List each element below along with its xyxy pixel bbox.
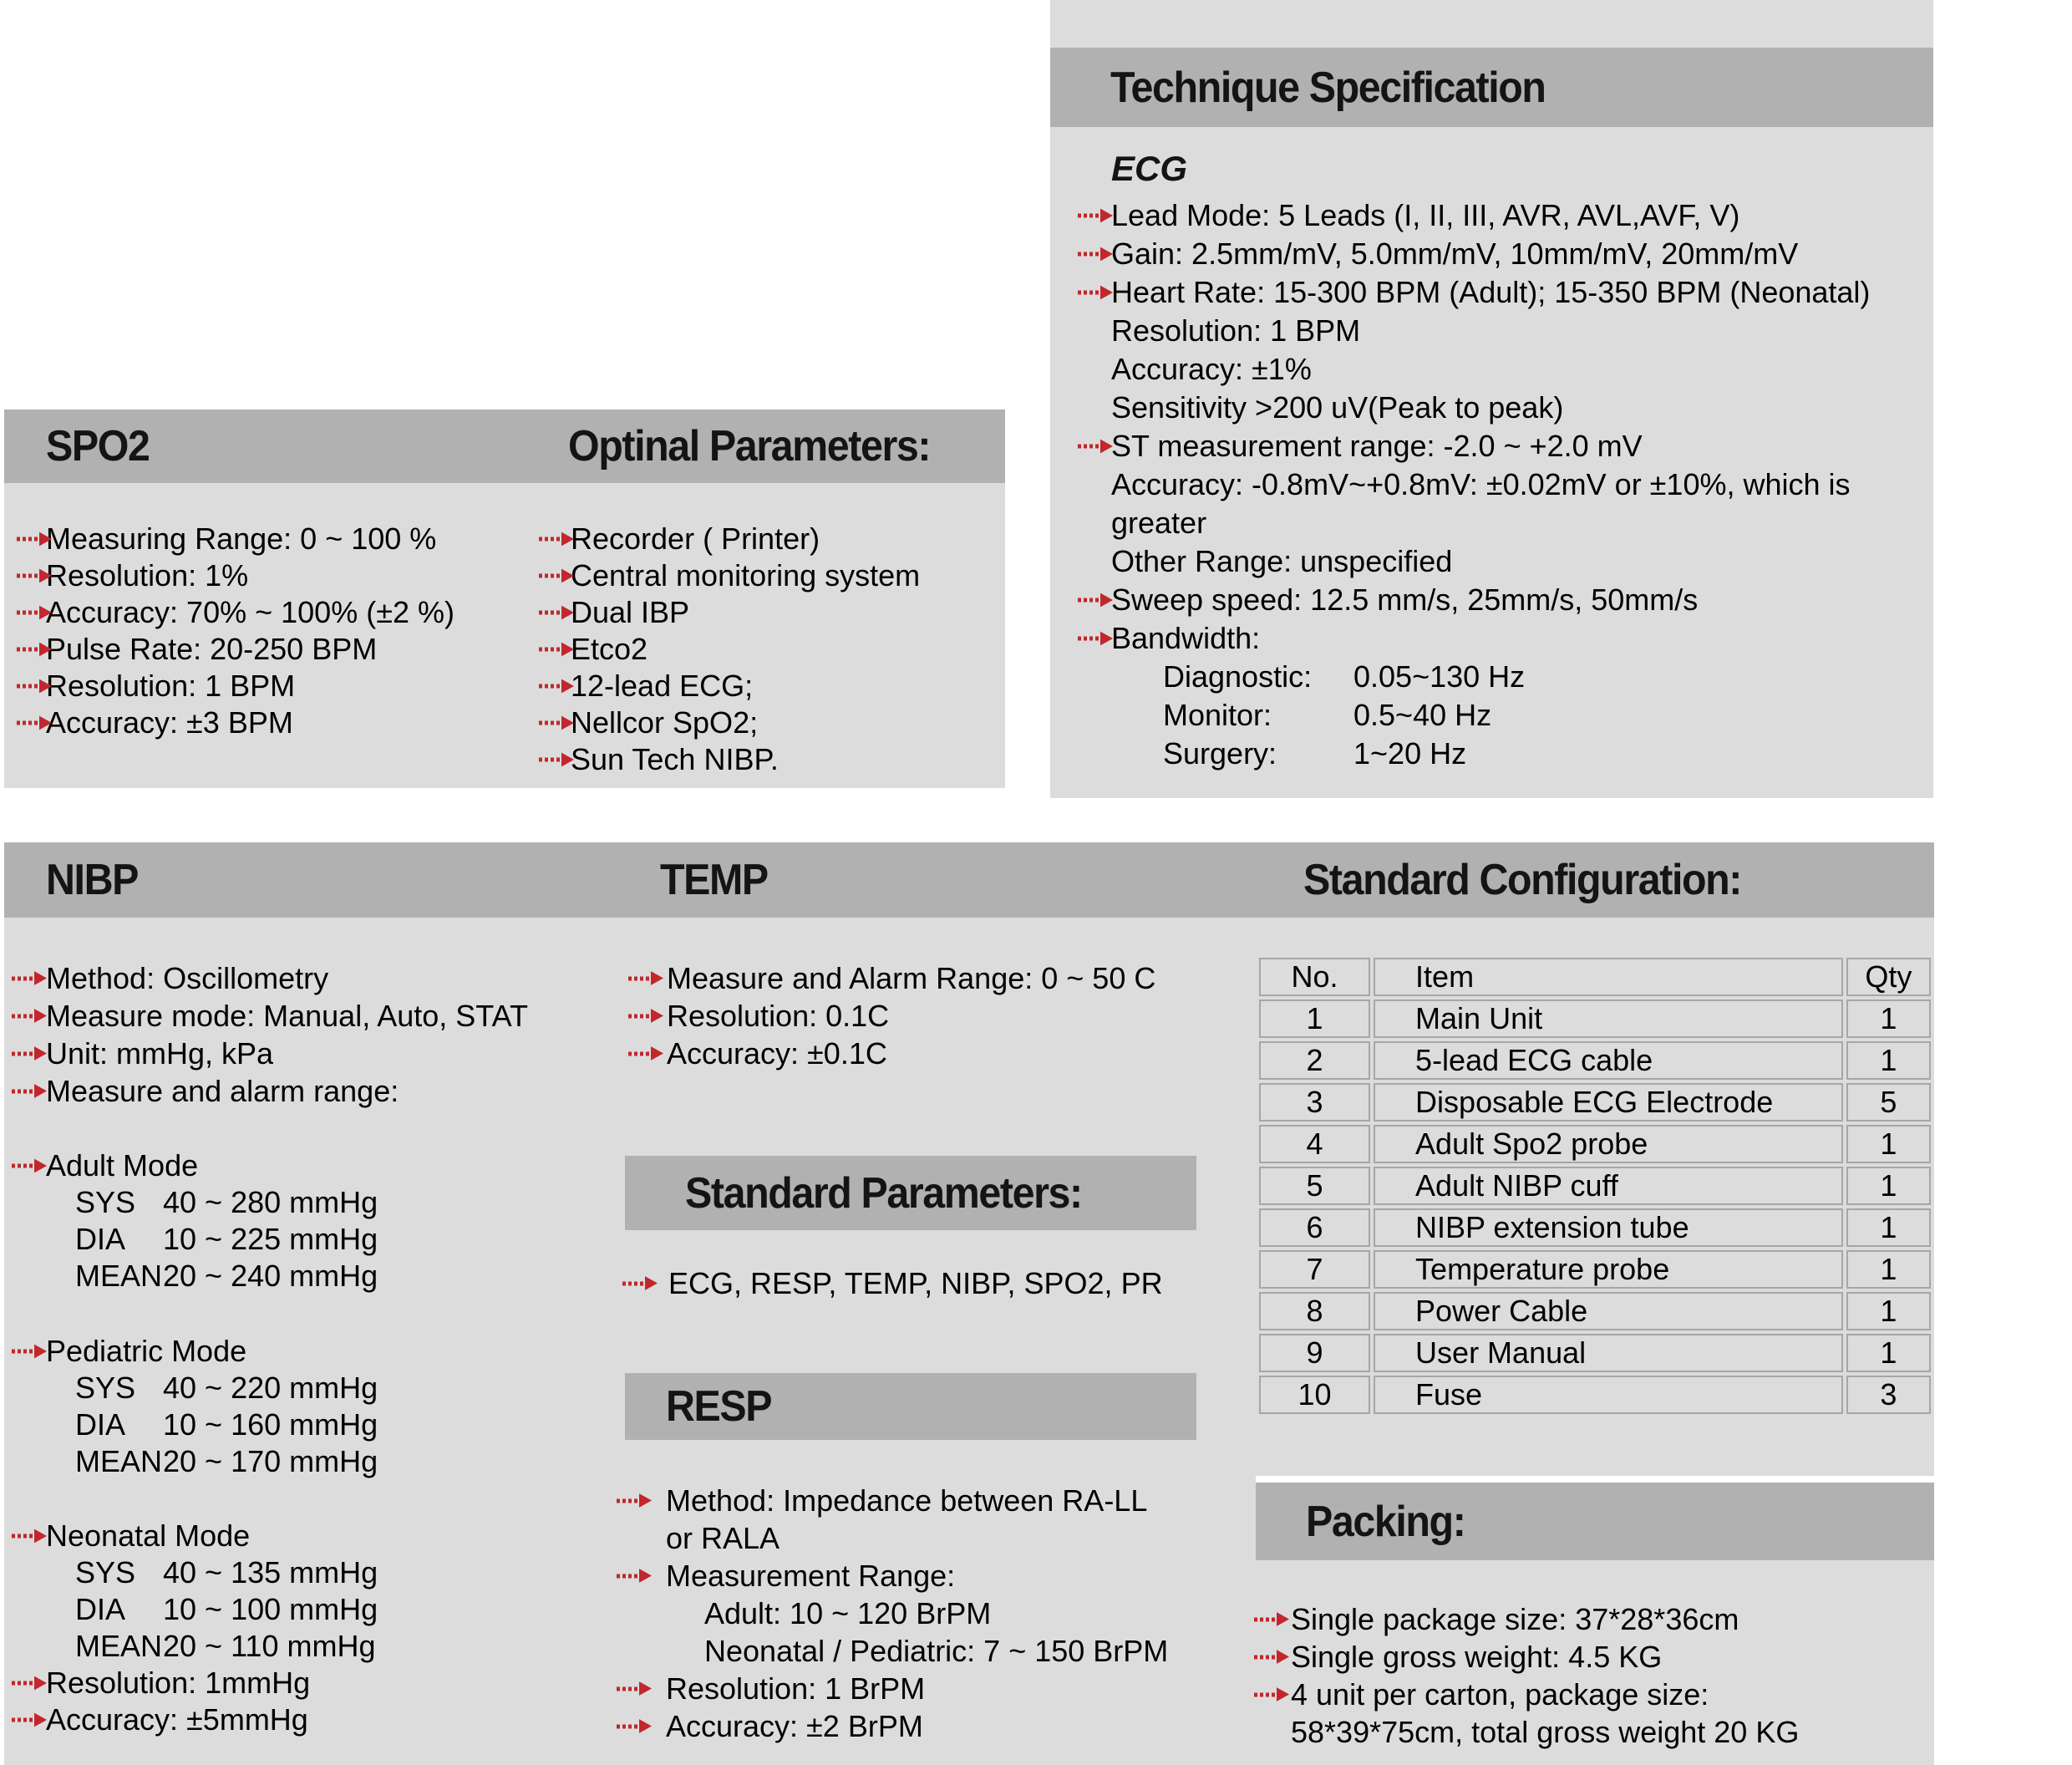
column-header-no: No. [1259,958,1370,996]
cell-item: User Manual [1374,1334,1843,1372]
temp-spec-list [628,959,1230,1072]
spec-line: Accuracy: ±3 BPM [17,704,535,741]
spec-line: Measurement Range: [617,1557,1218,1595]
mode-row: SYS 40 ~ 220 mmHg [75,1371,378,1405]
column-header-qty: Qty [1846,958,1931,996]
mode-row: DIA 10 ~ 100 mmHg [75,1592,378,1626]
section-title-technique-specification: Technique Specification [1110,63,1546,112]
cell-no: 4 [1259,1125,1370,1163]
table-row [1259,1041,1931,1080]
spec-line: Nellcor SpO2; [539,704,998,741]
section-title-standard-configuration: Standard Configuration: [1303,856,1742,904]
panel-divider [1256,1476,1934,1483]
bottom-sections-panel [4,842,1934,1765]
arrow-bullet-icon [12,1528,47,1544]
standard-parameters-header-bar [625,1156,1196,1230]
ecg-subheading: ECG [1111,149,1188,188]
spec-line: Sweep speed: 12.5 mm/s, 25mm/s, 50mm/s [1078,581,1905,619]
arrow-bullet-icon [628,1008,663,1024]
spo2-optional-panel [4,409,1005,788]
cell-qty: 1 [1846,1292,1931,1330]
spec-line: Recorder ( Printer) [539,521,998,557]
cell-qty: 1 [1846,1334,1931,1372]
table-row [1259,1167,1931,1205]
table-header-row [1259,958,1931,996]
spec-line: Adult: 10 ~ 120 BrPM [704,1595,992,1630]
spec-line: Single gross weight: 4.5 KG [1254,1638,1931,1676]
arrow-bullet-icon [1254,1611,1289,1627]
packing-spec-list [1254,1600,1931,1751]
spo2-spec-list [17,521,535,741]
section-title-standard-parameters: Standard Parameters: [685,1168,1082,1218]
standard-configuration-table [1256,954,1934,1417]
bandwidth-row: Diagnostic: 0.05~130 Hz [1163,659,1526,694]
cell-qty: 1 [1846,999,1931,1038]
section-title-spo2: SPO2 [46,422,150,470]
arrow-bullet-icon [12,1712,47,1728]
spec-line: Bandwidth: [1078,619,1905,658]
arrow-bullet-icon [17,642,52,658]
nibp-neonatal-mode-block [12,1518,597,1738]
arrow-bullet-icon [17,679,52,694]
cell-item: Disposable ECG Electrode [1374,1083,1843,1122]
resp-header-bar [625,1373,1196,1440]
cell-item: Main Unit [1374,999,1843,1038]
spec-line: Resolution: 1 BPM [17,668,535,704]
spec-line: or RALA [666,1520,780,1555]
spec-line: 58*39*75cm, total gross weight 20 KG [1291,1714,1800,1749]
optional-parameters-list [539,521,998,778]
arrow-bullet-icon [17,605,52,621]
spec-line: Accuracy: 70% ~ 100% (±2 %) [17,594,535,631]
technique-specification-header-bar [1050,48,1933,127]
cell-qty: 1 [1846,1208,1931,1247]
arrow-bullet-icon [12,1676,47,1691]
table-row [1259,1292,1931,1330]
spec-line: Lead Mode: 5 Leads (I, II, III, AVR, AVL,AVF, V) [1078,196,1905,235]
column-header-item: Item [1374,958,1843,996]
arrow-bullet-icon [1078,439,1113,455]
mode-heading: Adult Mode [12,1147,597,1184]
standard-parameters-list [622,1264,1224,1302]
arrow-bullet-icon [17,532,52,547]
arrow-bullet-icon [12,1008,47,1024]
spec-line: Measuring Range: 0 ~ 100 % [17,521,535,557]
ecg-spec-list [1078,196,1905,773]
cell-no: 9 [1259,1334,1370,1372]
spec-line: Accuracy: ±1% [1111,352,1312,386]
spec-line: Etco2 [539,631,998,668]
cell-no: 2 [1259,1041,1370,1080]
cell-qty: 5 [1846,1083,1931,1122]
mode-heading: Neonatal Mode [12,1518,597,1554]
spec-line: Accuracy: ±2 BrPM [617,1707,1218,1745]
section-title-resp: RESP [666,1382,772,1431]
packing-header-bar [1256,1483,1934,1560]
spec-line: 12-lead ECG; [539,668,998,704]
arrow-bullet-icon [628,970,663,986]
spec-line: Accuracy: ±5mmHg [12,1701,597,1738]
table-row [1259,1125,1931,1163]
bandwidth-row: Surgery: 1~20 Hz [1163,736,1467,771]
cell-item: Temperature probe [1374,1250,1843,1289]
spec-line: Sun Tech NIBP. [539,741,998,778]
mode-row: SYS 40 ~ 135 mmHg [75,1555,378,1590]
arrow-bullet-icon [1254,1649,1289,1665]
arrow-bullet-icon [617,1681,652,1696]
spec-line: Other Range: unspecified [1111,544,1453,578]
spec-line: Method: Impedance between RA-LL [617,1482,1218,1519]
cell-no: 6 [1259,1208,1370,1247]
spec-line: Resolution: 1mmHg [12,1665,597,1701]
spec-line: Central monitoring system [539,557,998,594]
arrow-bullet-icon [12,1158,47,1174]
arrow-bullet-icon [1078,285,1113,301]
cell-item: NIBP extension tube [1374,1208,1843,1247]
section-title-temp: TEMP [660,856,768,904]
arrow-bullet-icon [539,679,574,694]
cell-no: 7 [1259,1250,1370,1289]
technique-specification-panel [1050,0,1933,798]
spec-line: Measure and alarm range: [12,1072,597,1110]
spec-line: Neonatal / Pediatric: 7 ~ 150 BrPM [704,1633,1169,1668]
bandwidth-row: Monitor: 0.5~40 Hz [1163,698,1492,732]
cell-no: 1 [1259,999,1370,1038]
cell-qty: 1 [1846,1041,1931,1080]
cell-item: 5-lead ECG cable [1374,1041,1843,1080]
arrow-bullet-icon [622,1275,658,1291]
table-row [1259,999,1931,1038]
arrow-bullet-icon [539,532,574,547]
arrow-bullet-icon [12,1344,47,1360]
arrow-bullet-icon [1078,208,1113,224]
spec-line: Heart Rate: 15-300 BPM (Adult); 15-350 BPM (Neonatal) [1078,273,1905,312]
mode-row: MEAN 20 ~ 170 mmHg [75,1444,378,1478]
cell-item: Power Cable [1374,1292,1843,1330]
arrow-bullet-icon [17,715,52,731]
mode-row: DIA 10 ~ 160 mmHg [75,1407,378,1442]
resp-spec-list [617,1482,1218,1745]
arrow-bullet-icon [1078,247,1113,262]
spec-line: Resolution: 1 BrPM [617,1670,1218,1707]
section-title-optinal-parameters: Optinal Parameters: [568,422,931,470]
spec-line: Measure mode: Manual, Auto, STAT [12,997,597,1035]
cell-no: 3 [1259,1083,1370,1122]
table-row [1259,1083,1931,1122]
arrow-bullet-icon [12,970,47,986]
spec-line: ST measurement range: -2.0 ~ +2.0 mV [1078,427,1905,465]
spec-line: Measure and Alarm Range: 0 ~ 50 C [628,959,1230,997]
arrow-bullet-icon [1254,1686,1289,1702]
arrow-bullet-icon [617,1718,652,1734]
section-title-nibp: NIBP [46,856,138,904]
spec-line: Unit: mmHg, kPa [12,1035,597,1072]
cell-qty: 1 [1846,1167,1931,1205]
spec-line: Resolution: 1% [17,557,535,594]
arrow-bullet-icon [628,1045,663,1061]
cell-no: 8 [1259,1292,1370,1330]
mode-row: SYS 40 ~ 280 mmHg [75,1185,378,1219]
mode-heading: Pediatric Mode [12,1333,597,1370]
section-title-packing: Packing: [1306,1497,1465,1546]
cell-no: 10 [1259,1376,1370,1414]
arrow-bullet-icon [1078,631,1113,647]
arrow-bullet-icon [12,1045,47,1061]
arrow-bullet-icon [617,1568,652,1584]
arrow-bullet-icon [617,1493,652,1508]
arrow-bullet-icon [1078,593,1113,608]
arrow-bullet-icon [539,752,574,768]
cell-item: Adult NIBP cuff [1374,1167,1843,1205]
arrow-bullet-icon [539,568,574,584]
table-row [1259,1376,1931,1414]
spec-line: Accuracy: -0.8mV~+0.8mV: ±0.02mV or ±10%, which is [1111,467,1851,501]
mode-row: MEAN 20 ~ 240 mmHg [75,1259,378,1293]
spec-line: 4 unit per carton, package size: [1254,1676,1931,1713]
spec-line: Resolution: 0.1C [628,997,1230,1035]
arrow-bullet-icon [539,715,574,731]
spec-line: Single package size: 37*28*36cm [1254,1600,1931,1638]
nibp-general-list [12,959,597,1110]
spec-line: greater [1111,506,1207,540]
spec-line: Gain: 2.5mm/mV, 5.0mm/mV, 10mm/mV, 20mm/mV [1078,235,1905,273]
arrow-bullet-icon [12,1083,47,1099]
bottom-header-bar [4,842,1934,918]
cell-item: Adult Spo2 probe [1374,1125,1843,1163]
spec-line: Resolution: 1 BPM [1111,313,1361,348]
arrow-bullet-icon [539,642,574,658]
mode-row: MEAN 20 ~ 110 mmHg [75,1629,376,1663]
mode-row: DIA 10 ~ 225 mmHg [75,1222,378,1256]
spec-line: Pulse Rate: 20-250 BPM [17,631,535,668]
arrow-bullet-icon [17,568,52,584]
spo2-optional-header-bar [4,409,1005,483]
arrow-bullet-icon [539,605,574,621]
cell-qty: 1 [1846,1250,1931,1289]
spec-line: ECG, RESP, TEMP, NIBP, SPO2, PR [622,1264,1224,1302]
table-row [1259,1250,1931,1289]
spec-line: Dual IBP [539,594,998,631]
cell-item: Fuse [1374,1376,1843,1414]
cell-qty: 1 [1846,1125,1931,1163]
nibp-adult-mode-block [12,1147,597,1295]
table-row [1259,1208,1931,1247]
spec-line: Method: Oscillometry [12,959,597,997]
cell-qty: 3 [1846,1376,1931,1414]
spec-line: Accuracy: ±0.1C [628,1035,1230,1072]
nibp-pediatric-mode-block [12,1333,597,1480]
cell-no: 5 [1259,1167,1370,1205]
table-row [1259,1334,1931,1372]
spec-line: Sensitivity >200 uV(Peak to peak) [1111,390,1564,425]
